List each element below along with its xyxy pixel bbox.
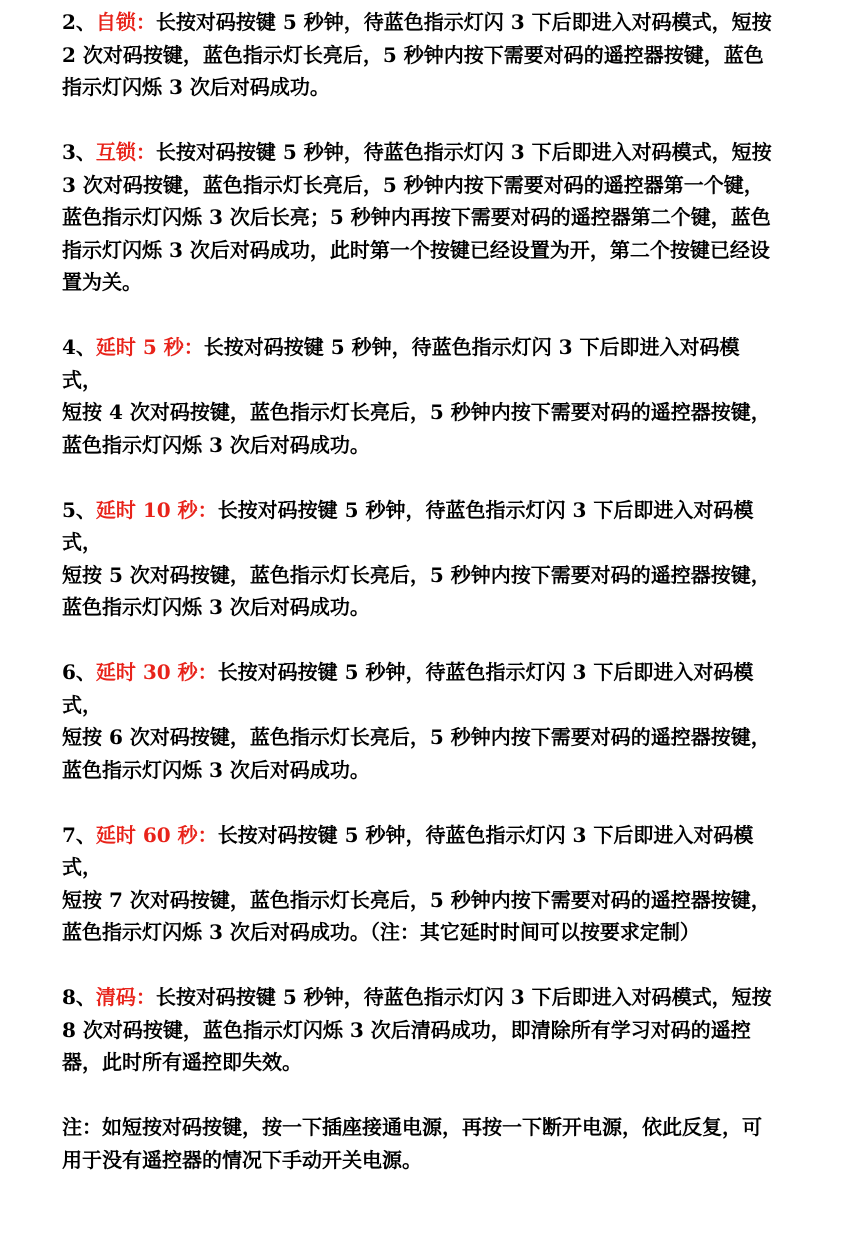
section-delay-10s [62, 494, 778, 624]
section-number: 3、 [62, 140, 96, 164]
mode-label: 延时 30 秒： [95, 660, 218, 684]
section-text: 短按 5 次对码按键，蓝色指示灯长亮后，5 秒钟内按下需要对码的遥控器按键，蓝色指示灯闪烁 3 次后对码成功。 [62, 562, 771, 619]
section-number: 5、 [62, 497, 96, 522]
section-delay-60s [62, 819, 778, 949]
section-number: 2、 [62, 10, 96, 34]
section-paragraph [62, 819, 778, 884]
section-paragraph [62, 884, 778, 949]
section-delay-30s [62, 656, 778, 786]
mode-label: 延时 10 秒： [95, 497, 218, 522]
section-delay-5s [62, 331, 778, 461]
section-number: 6、 [62, 660, 96, 684]
section-text: 长按对码按键 5 秒钟，待蓝色指示灯闪 3 下后即进入对码模式，短按 2 次对码按键，蓝色指示灯长亮后，5 秒钟内按下需要对码的遥控器按键，蓝色指示灯闪烁 3 次后对码成功。 [62, 10, 772, 99]
section-text: 短按 7 次对码按键，蓝色指示灯长亮后，5 秒钟内按下需要对码的遥控器按键，蓝色指示灯闪烁 3 次后对码成功。（注：其它延时时间可以按要求定制） [62, 887, 771, 944]
instruction-document [62, 6, 778, 1209]
section-paragraph [62, 494, 778, 559]
section-text: 长按对码按键 5 秒钟，待蓝色指示灯闪 3 下后即进入对码模式， [62, 660, 754, 717]
section-text: 短按 6 次对码按键，蓝色指示灯长亮后，5 秒钟内按下需要对码的遥控器按键，蓝色指示灯闪烁 3 次后对码成功。 [62, 725, 771, 782]
mode-label: 延时 60 秒： [95, 822, 218, 847]
section-paragraph [62, 6, 778, 104]
section-text: 长按对码按键 5 秒钟，待蓝色指示灯闪 3 下后即进入对码模式，短按 3 次对码按键，蓝色指示灯长亮后，5 秒钟内按下需要对码的遥控器第一个键，蓝色指示灯闪烁 3 次后长亮；5 秒钟内再按下需要对码的遥控器第二个键，蓝色指示灯闪烁 3 次后对码成功，此时第一个按键已经设置为开，第二个按键已经设置为关。 [62, 140, 772, 294]
section-number: 4、 [62, 335, 96, 359]
section-number: 8、 [62, 985, 96, 1009]
mode-label: 延时 5 秒： [95, 335, 204, 359]
mode-label: 互锁： [95, 140, 156, 164]
mode-label: 清码： [95, 985, 156, 1009]
section-text: 长按对码按键 5 秒钟，待蓝色指示灯闪 3 下后即进入对码模式， [62, 822, 754, 879]
section-paragraph [62, 981, 778, 1079]
mode-label: 自锁： [95, 10, 156, 34]
section-number: 7、 [62, 822, 96, 847]
section-paragraph [62, 331, 778, 396]
note-section [62, 1111, 778, 1176]
section-paragraph [62, 559, 778, 624]
section-paragraph [62, 396, 778, 461]
section-text: 短按 4 次对码按键，蓝色指示灯长亮后，5 秒钟内按下需要对码的遥控器按键，蓝色指示灯闪烁 3 次后对码成功。 [62, 400, 771, 457]
section-clear-code [62, 981, 778, 1079]
section-paragraph [62, 721, 778, 786]
section-interlock [62, 136, 778, 299]
section-text: 长按对码按键 5 秒钟，待蓝色指示灯闪 3 下后即进入对码模式， [62, 335, 740, 392]
note-text: 注：如短按对码按键，按一下插座接通电源，再按一下断开电源，依此反复，可用于没有遥控器的情况下手动开关电源。 [62, 1115, 762, 1172]
section-text: 长按对码按键 5 秒钟，待蓝色指示灯闪 3 下后即进入对码模式，短按 8 次对码按键，蓝色指示灯闪烁 3 次后清码成功，即清除所有学习对码的遥控器，此时所有遥控即失效。 [62, 985, 772, 1074]
section-self-lock [62, 6, 778, 104]
section-text: 长按对码按键 5 秒钟，待蓝色指示灯闪 3 下后即进入对码模式， [62, 497, 754, 554]
section-paragraph [62, 656, 778, 721]
section-paragraph [62, 136, 778, 299]
